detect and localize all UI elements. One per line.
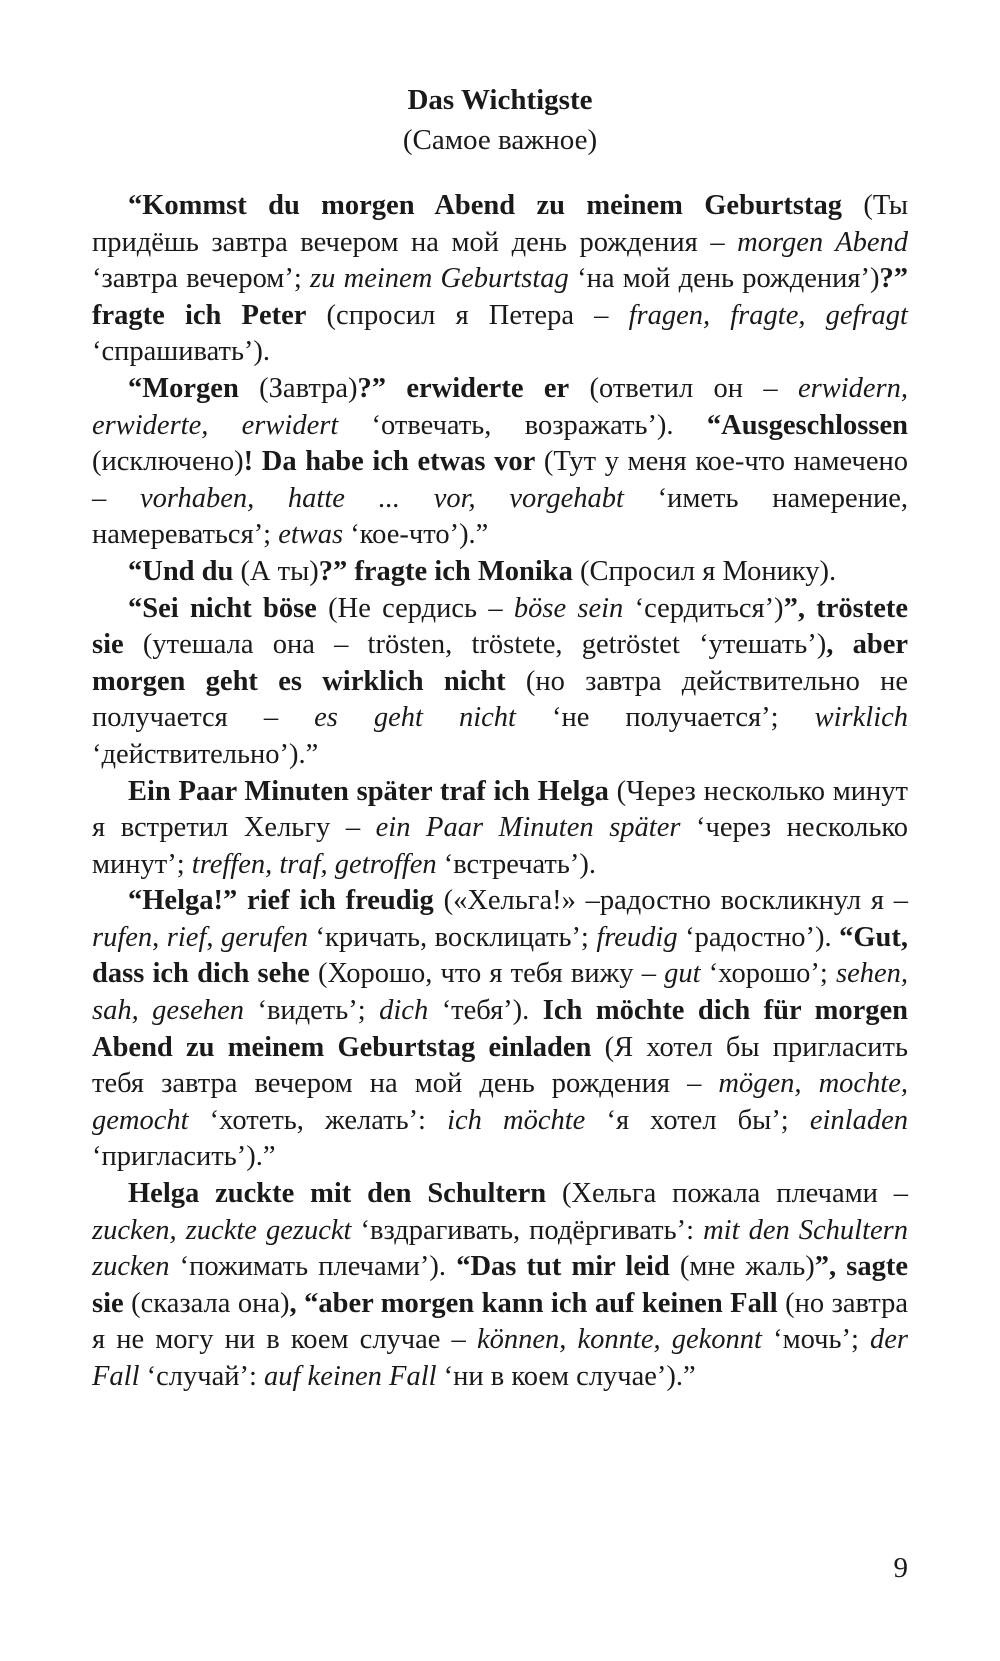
german-text: Ein Paar Minuten später traf ich Helga: [128, 775, 609, 807]
translation-text: («Хельга!» –радостно воскликнул я –: [433, 885, 909, 917]
vocabulary-term: ich möchte: [447, 1104, 586, 1136]
page-title: Das Wichtigste: [407, 84, 593, 116]
vocabulary-term: mit den Schultern zucken: [92, 1214, 908, 1283]
german-text: Helga zuckte mit den Schultern: [128, 1178, 547, 1210]
translation-text: (Не сердись –: [316, 592, 514, 624]
translation-text: ‘случай’:: [139, 1361, 265, 1392]
vocabulary-term: es geht nicht: [314, 702, 516, 734]
translation-text: (но завтра я не могу ни в коем случае –: [92, 1287, 908, 1356]
german-text: “Gut, dass ich dich sehe: [92, 921, 909, 990]
translation-text: ‘вздрагивать, подёргивать’:: [351, 1214, 704, 1246]
vocabulary-term: zucken, zuckte gezuckt: [92, 1214, 352, 1246]
translation-text: (Хорошо, что я тебя вижу –: [309, 958, 665, 990]
paragraph: [92, 188, 908, 371]
vocabulary-term: auf keinen Fall: [264, 1361, 437, 1392]
translation-text: (Ты придёшь завтра вечером на мой день рождения –: [92, 190, 908, 258]
translation-text: ‘кое-что’).”: [343, 519, 489, 551]
translation-text: ‘хотеть, желать’:: [188, 1104, 448, 1136]
vocabulary-term: ein Paar Minuten später: [375, 812, 681, 844]
vocabulary-term: mögen, mochte, gemocht: [92, 1068, 908, 1136]
vocabulary-term: zu meinem Geburtstag: [310, 263, 569, 295]
translation-text: (Тут у меня кое-что намечено –: [92, 446, 908, 514]
translation-text: ‘я хотел бы’;: [585, 1104, 810, 1136]
translation-text: ‘иметь намерение, намереваться’;: [92, 482, 908, 551]
translation-text: ‘завтра вечером’;: [92, 263, 311, 295]
translation-text: ‘сердиться’): [623, 592, 784, 624]
translation-text: ‘действительно’).”: [92, 738, 319, 770]
translation-text: (Через несколько минут я встретил Хельгу –: [92, 775, 908, 844]
paragraph: [92, 371, 908, 554]
translation-text: ‘пожимать плечами’).: [169, 1251, 457, 1283]
vocabulary-term: einladen: [809, 1104, 908, 1136]
translation-text: (Хельга пожала плечами –: [546, 1178, 908, 1210]
paragraph: [92, 554, 908, 591]
german-text: ”, tröstete sie: [92, 592, 908, 661]
translation-text: ‘тебя’).: [428, 995, 543, 1027]
german-text: ?” fragte ich Monika: [318, 555, 573, 587]
vocabulary-term: morgen Abend: [737, 226, 908, 258]
german-text: “Ausgeschlossen: [706, 409, 908, 441]
page-content: [92, 80, 908, 1396]
vocabulary-term: rufen: [92, 921, 153, 953]
translation-text: ‘не получается’;: [515, 702, 815, 734]
vocabulary-term: wirklich: [814, 702, 909, 734]
vocabulary-term: etwas: [278, 519, 344, 551]
vocabulary-term: fragen, fragte, gefragt: [628, 299, 908, 331]
translation-text: ‘хорошо’;: [700, 958, 836, 990]
translation-text: ‘встречать’).: [436, 848, 596, 880]
vocabulary-term: gut: [664, 958, 701, 990]
translation-text: (ответил он –: [569, 372, 798, 404]
german-text: , aber morgen geht es wirklich nicht: [92, 629, 908, 697]
german-text: “Helga!” rief ich freudig: [128, 885, 434, 917]
german-text: Ich möchte dich für morgen Abend zu meinem Geburtstag einladen: [92, 995, 908, 1063]
page-subtitle: (Самое важное): [402, 124, 598, 156]
vocabulary-term: vorhaben, hatte ... vor, vorgehabt: [139, 482, 624, 514]
translation-text: (мне жаль): [669, 1251, 815, 1283]
vocabulary-term: sehen, sah, gesehen: [92, 958, 909, 1027]
translation-text: (спросил я Петера –: [306, 299, 629, 331]
translation-text: ‘на мой день рождения’): [568, 263, 880, 295]
translation-text: (А ты): [233, 555, 319, 587]
translation-text: ‘видеть’;: [243, 995, 380, 1027]
translation-text: ‘ни в коем случае’).”: [436, 1361, 696, 1392]
vocabulary-term: können, konnte, gekonnt: [476, 1324, 762, 1356]
translation-text: (но завтра действительно не получается –: [92, 665, 909, 734]
paragraph: [92, 591, 908, 774]
translation-text: (исключено): [92, 446, 244, 478]
german-text: “Sei nicht böse: [128, 592, 317, 624]
paragraph: [92, 883, 908, 1176]
translation-text: ‘мочь’;: [761, 1324, 870, 1356]
translation-text: (Спросил я Монику).: [572, 555, 837, 587]
german-text: “Kommst du morgen Abend zu meinem Geburtstag: [128, 190, 842, 221]
vocabulary-term: treffen, traf, getroffen: [191, 848, 437, 880]
german-text: “Und du: [128, 555, 234, 587]
german-text: ! Da habe ich etwas vor: [243, 446, 536, 478]
translation-text: (Я хотел бы пригласить тебя завтра вечером на мой день рождения –: [92, 1031, 908, 1100]
german-text: ?” fragte ich Peter: [92, 263, 908, 331]
vocabulary-term: rief: [166, 921, 207, 953]
vocabulary-term: der Fall: [92, 1324, 908, 1392]
german-text: ?” erwiderte er: [357, 372, 570, 404]
translation-text: ,: [206, 921, 221, 953]
translation-text: ‘кричать, восклицать’;: [308, 921, 597, 953]
paragraph: [92, 774, 908, 884]
vocabulary-term: dich: [379, 995, 429, 1027]
vocabulary-term: böse sein: [513, 592, 624, 624]
vocabulary-term: gerufen: [220, 921, 309, 953]
german-text: “Morgen: [128, 372, 239, 404]
translation-text: ‘радостно’).: [677, 921, 840, 953]
translation-text: ,: [152, 921, 167, 953]
page-number: 9: [893, 1552, 908, 1584]
vocabulary-term: erwidern, erwiderte, erwidert: [92, 372, 909, 441]
translation-text: ‘через несколько минут’;: [92, 812, 908, 880]
translation-text: (утешала она – trösten, tröstete, getröstet ‘утешать’): [123, 629, 827, 661]
german-text: “Das tut mir leid: [456, 1251, 670, 1283]
translation-text: ‘пригласить’).”: [92, 1141, 276, 1173]
translation-text: (Завтра): [238, 372, 358, 404]
vocabulary-term: freudig: [596, 921, 678, 953]
german-text: , “aber morgen kann ich auf keinen Fall: [289, 1287, 778, 1319]
paragraph: [92, 1176, 908, 1396]
translation-text: ‘спрашивать’).: [92, 336, 271, 368]
translation-text: (сказала она): [123, 1287, 290, 1319]
german-text: ”, sagte sie: [92, 1251, 908, 1319]
translation-text: ‘отвечать, возражать’).: [338, 409, 707, 441]
